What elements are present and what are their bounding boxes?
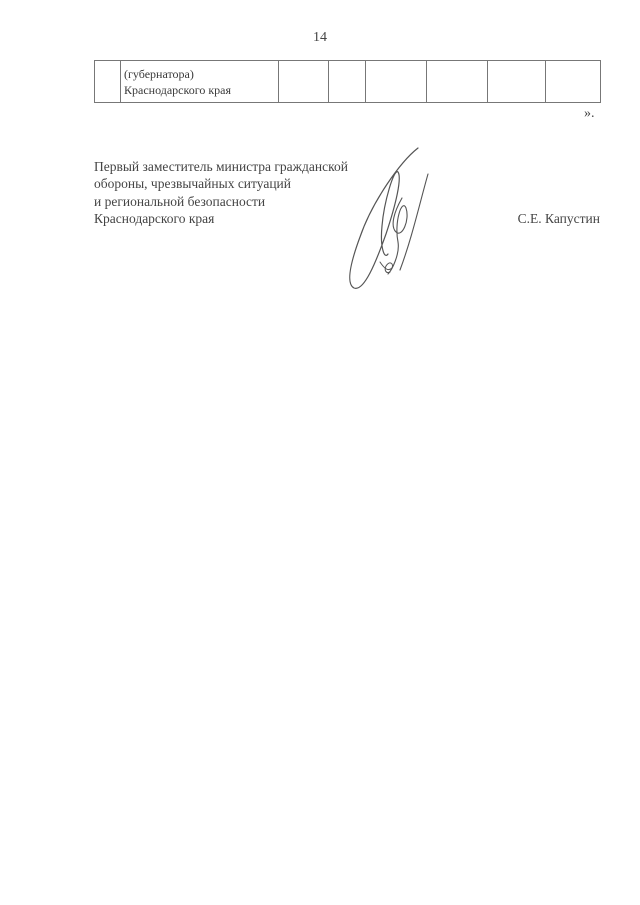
table-cell [488,61,546,103]
table-cell-position [121,61,279,103]
signatory-title-line: обороны, чрезвычайных ситуаций [94,176,291,192]
table-cell-line: Краснодарского края [124,83,232,97]
signatory-title-line: Первый заместитель министра гражданской [94,159,348,174]
signatory-title-line: Краснодарского края [94,210,215,226]
signatory-title [94,158,348,227]
page-number: 14 [313,30,327,45]
closing-quote: ». [584,106,595,121]
table-cell-line: (губернатора) [124,67,194,81]
table-cell [366,61,427,103]
table-continuation [94,60,601,103]
table-cell-number [95,61,121,103]
table-cell [427,61,488,103]
table-cell [279,61,329,103]
handwritten-signature [340,142,440,292]
table-row [95,61,601,103]
signatory-title-line: и региональной безопасности [94,193,266,209]
signer-name: С.Е. Капустин [517,211,600,226]
table-cell [329,61,366,103]
table-cell [546,61,601,103]
